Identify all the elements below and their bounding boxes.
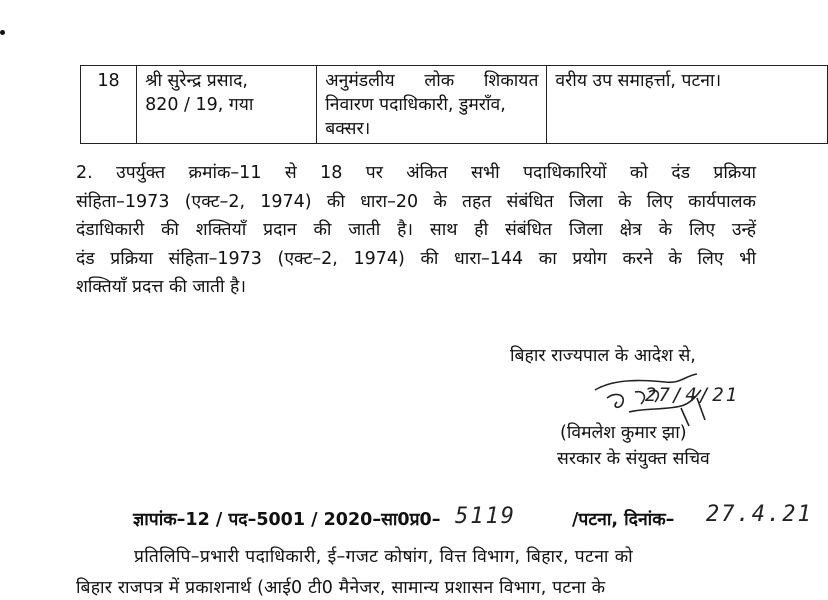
paragraph-line-5: शक्तियाँ प्रदत्त की जाती है। bbox=[76, 277, 246, 297]
memo-number-handwritten: 5119 bbox=[455, 504, 516, 529]
copy-line-1: प्रतिलिपि–प्रभारी पदाधिकारी, ई–गजट कोषांग, वित्त विभाग, बिहार, पटना को bbox=[134, 547, 634, 567]
post-line-1: अनुमंडलीय लोक शिकायत bbox=[325, 71, 539, 91]
order-paragraph bbox=[76, 159, 756, 302]
signatory-name: (विमलेश कुमार झा) bbox=[560, 423, 687, 443]
post-cell bbox=[317, 66, 547, 144]
paragraph-line-3: दंडाधिकारी की शक्तियाँ प्रदान की जाती है। साथ ही संबंधित जिला क्षेत्र के लिए उन्हें bbox=[76, 220, 756, 240]
officer-table bbox=[80, 65, 828, 144]
order-line: बिहार राज्यपाल के आदेश से, bbox=[510, 346, 696, 366]
signatory-designation: सरकार के संयुक्त सचिव bbox=[557, 449, 710, 469]
post-line-2: निवारण पदाधिकारी, डुमराँव, bbox=[325, 95, 506, 115]
paragraph-line-4: दंड प्रक्रिया संहिता–1973 (एक्ट–2, 1974) की धारा–144 का प्रयोग करने के लिए भी bbox=[76, 248, 756, 269]
place-date-label: /पटना, दिनांक– bbox=[572, 510, 675, 530]
officer-name: श्री सुरेन्द्र प्रसाद, bbox=[145, 71, 248, 91]
copy-line-2: बिहार राजपत्र में प्रकाशनार्थ (आई0 टी0 मैनेजर, सामान्य प्रशासन विभाग, पटना के bbox=[76, 578, 606, 598]
memo-date-handwritten: 27.4.21 bbox=[706, 502, 813, 527]
name-cell bbox=[137, 66, 317, 144]
paragraph-line-2: संहिता–1973 (एक्ट–2, 1974) की धारा–20 के तहत संबंधित जिला के लिए कार्यपालक bbox=[76, 191, 756, 212]
authority-text: वरीय उप समाहर्त्ता, पटना। bbox=[555, 71, 722, 91]
authority-cell bbox=[547, 66, 828, 144]
paragraph-line-1: 2. उपर्युक्त क्रमांक–11 से 18 पर अंकित सभी पदाधिकारियों को दंड प्रक्रिया bbox=[76, 163, 756, 183]
officer-code: 820 / 19, गया bbox=[145, 95, 254, 115]
corner-mark bbox=[0, 30, 5, 35]
table-row bbox=[81, 66, 828, 144]
memo-number: ज्ञापांक–12 / पद–5001 / 2020–सा0प्र0– bbox=[133, 510, 441, 530]
serial-cell bbox=[81, 66, 137, 144]
serial-number: 18 bbox=[97, 71, 120, 91]
post-line-3: बक्सर। bbox=[325, 119, 371, 139]
signature-date: 27/4/21 bbox=[645, 384, 740, 406]
